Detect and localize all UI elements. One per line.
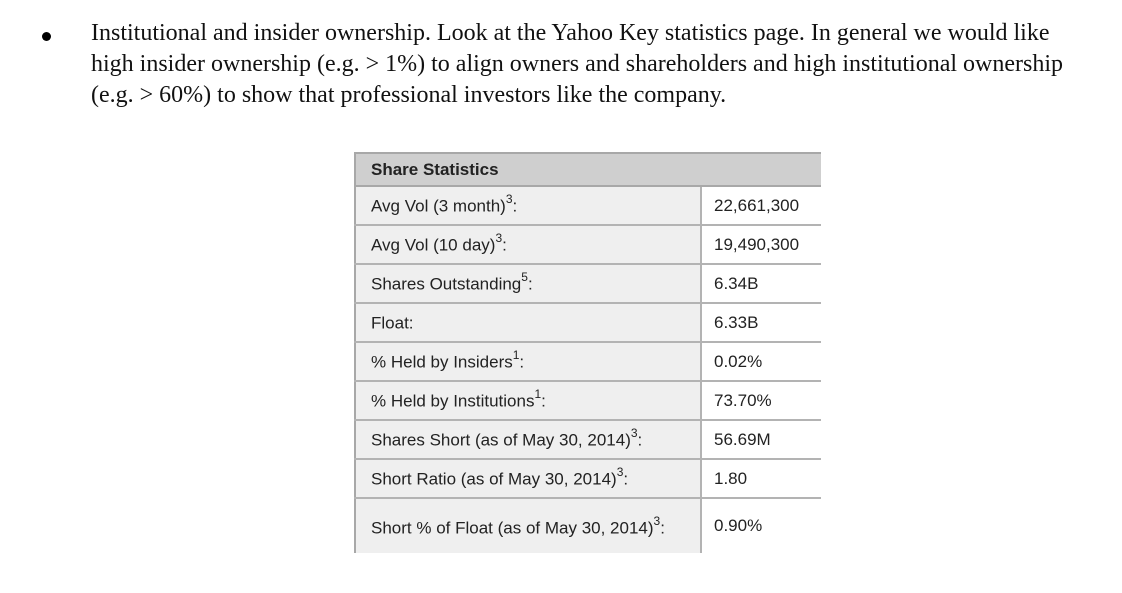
row-value: 6.33B [701,303,821,342]
table-row [355,420,821,459]
row-label [355,498,701,553]
row-label [355,381,701,420]
table-header: Share Statistics [355,153,821,186]
table-header-row [355,153,821,186]
label-colon: : [637,430,643,450]
label-colon: : [519,352,525,372]
row-value: 19,490,300 [701,225,821,264]
table-row [355,498,821,553]
table-row [355,381,821,420]
row-label [355,303,701,342]
label-text: Avg Vol (3 month) [371,196,506,216]
row-value: 1.80 [701,459,821,498]
label-colon: : [541,391,546,411]
share-statistics-table [354,152,821,553]
table-row [355,264,821,303]
row-value: 6.34B [701,264,821,303]
label-text: % Held by Institutions [371,391,535,411]
footnote-ref: 3 [505,192,513,207]
footnote-ref: 5 [521,270,528,285]
footnote-ref: 1 [512,348,520,363]
footnote-ref: 1 [534,387,542,402]
label-colon: : [527,274,533,294]
label-text: Short Ratio (as of May 30, 2014) [371,469,617,489]
row-label [355,459,701,498]
row-label [355,264,701,303]
label-text: % Held by Insiders [371,352,513,372]
row-label [355,420,701,459]
label-colon: : [512,196,518,216]
table-row [355,225,821,264]
footnote-ref: 3 [653,514,661,529]
row-value: 73.70% [701,381,821,420]
row-value: 0.02% [701,342,821,381]
row-label [355,186,701,225]
row-value: 56.69M [701,420,821,459]
label-text: Short % of Float (as of May 30, 2014) [371,518,654,538]
bullet-paragraph: Institutional and insider ownership. Look at the Yahoo Key statistics page. In general we would like high insider ownership (e.g. > 1%) to align owners and shareholders and high institutional ownership (e.g. > 60%) to show that professional investors like the company. [91,20,1064,108]
row-value: 22,661,300 [701,186,821,225]
label-text: Shares Short (as of May 30, 2014) [371,430,631,450]
footnote-ref: 3 [616,465,624,480]
table-row [355,342,821,381]
label-text: Shares Outstanding [371,274,522,294]
footnote-ref: 3 [495,231,503,246]
row-label [355,225,701,264]
table-row [355,186,821,225]
label-colon: : [623,469,629,489]
label-text: Avg Vol (10 day) [371,235,496,255]
label-text: Float: [371,313,414,333]
label-colon: : [660,518,665,538]
row-label [355,342,701,381]
bullet-item [38,18,1098,111]
table-row [355,303,821,342]
footnote-ref: 3 [630,426,638,441]
bullet-icon [42,32,51,41]
row-value: 0.90% [701,498,821,553]
table-row [355,459,821,498]
label-colon: : [502,235,507,255]
